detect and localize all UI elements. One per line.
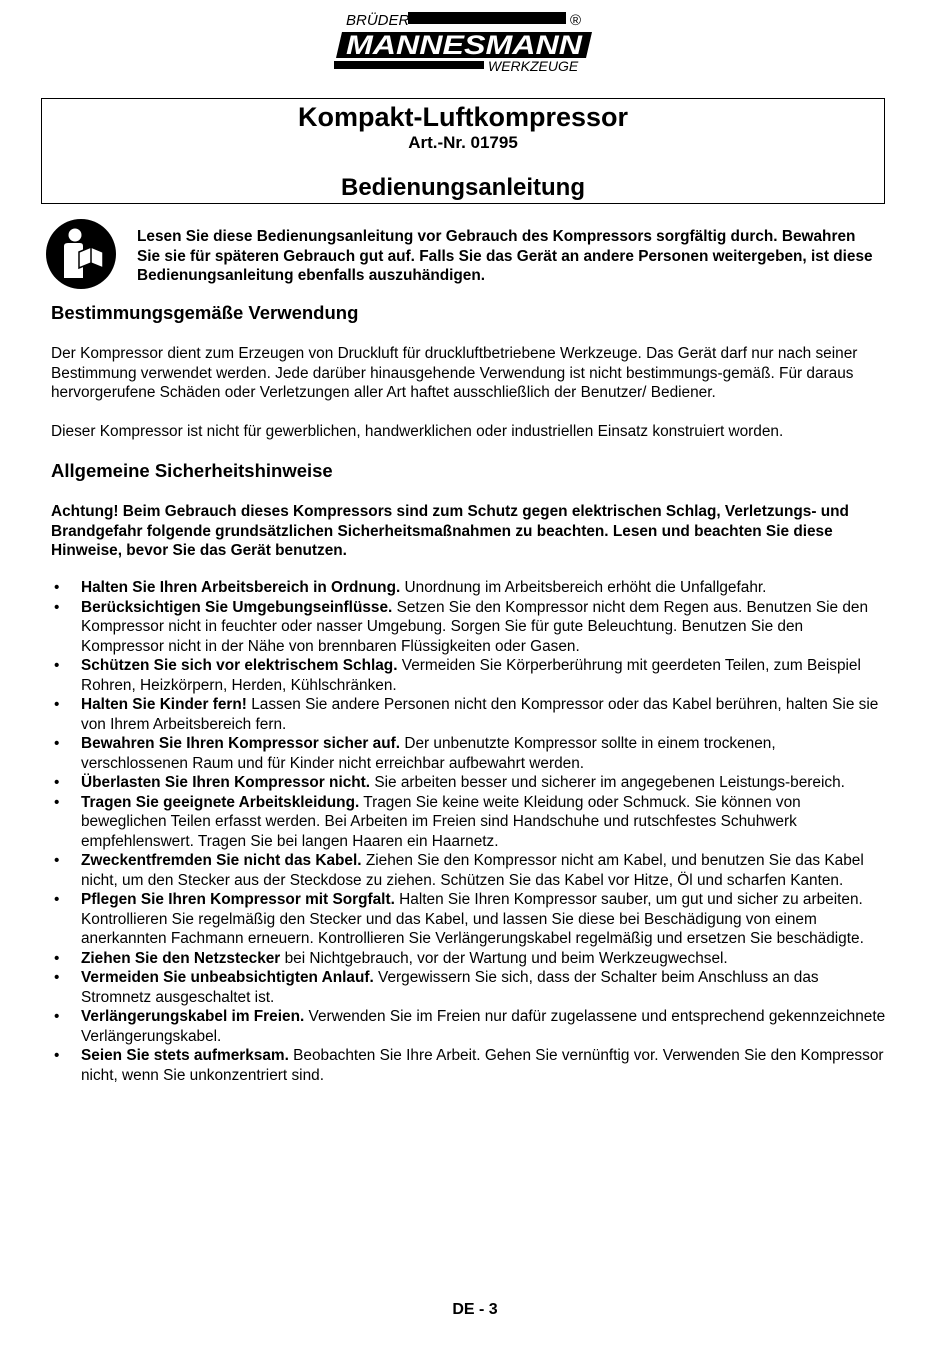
safety-warning: Achtung! Beim Gebrauch dieses Kompressors sind zum Schutz gegen elektrischen Schlag, Verletzungs- und Brandgefahr folgende grundsätzlichen Sicherheitsmaßnahmen zu beachten. Lesen und beachten Sie diese Hinweise, bevor Sie das Gerät benutzen. xyxy=(51,503,849,559)
list-item: • Schützen Sie sich vor elektrischem Schlag. Vermeiden Sie Körperberührung mit geerdeten Teilen, zum Beispiel Rohren, Heizkörpern, Herden, Kühlschränken. xyxy=(54,657,861,694)
title-box xyxy=(41,98,885,204)
safety-list xyxy=(51,578,886,1085)
logo-top-text: BRÜDER xyxy=(346,12,410,29)
list-item: • Verlängerungskabel im Freien. Verwenden Sie im Freien nur dafür zugelassene und entsprechend gekennzeichnete Verlängerungskabel. xyxy=(54,1008,886,1045)
brand-logo xyxy=(330,8,600,74)
list-item: • Tragen Sie geeignete Arbeitskleidung. Tragen Sie keine weite Kleidung oder Schmuck. Sie können von beweglichen Teilen erfasst werden. Bei Arbeiten im Freien sind Handschuhe und rutschfestes Schuhwerk empfehlenswert. Tragen Sie bei langen Haaren ein Haarnetz. xyxy=(54,793,801,850)
list-item: • Halten Sie Kinder fern! Lassen Sie andere Personen nicht den Kompressor oder das Kabel berühren, halten Sie sie von Ihrem Arbeitsbereich fern. xyxy=(54,696,879,733)
list-item: • Ziehen Sie den Netzstecker bei Nichtgebrauch, vor der Wartung und beim Werkzeugwechsel. xyxy=(54,949,728,967)
safety-heading: Allgemeine Sicherheitshinweise xyxy=(51,460,333,481)
list-item: • Bewahren Sie Ihren Kompressor sicher auf. Der unbenutzte Kompressor sollte in einem trockenen, verschlossenen Raum und für Kinder nicht erreichbar aufbewahrt werden. xyxy=(54,735,776,772)
page-number: DE - 3 xyxy=(452,1301,498,1318)
list-item: • Seien Sie stets aufmerksam. Beobachten Sie Ihre Arbeit. Gehen Sie vernünftig vor. Verwenden Sie den Kompressor nicht, wenn Sie unkonzentriert sind. xyxy=(54,1047,884,1084)
list-item: • Vermeiden Sie unbeabsichtigten Anlauf. Vergewissern Sie sich, dass der Schalter beim Anschluss an das Stromnetz ausgeschaltet ist. xyxy=(54,969,819,1006)
list-item: • Berücksichtigen Sie Umgebungseinflüsse. Setzen Sie den Kompressor nicht dem Regen aus. Benutzen Sie den Kompressor nicht in feuchter oder nasser Umgebung. Sorgen Sie für gute Beleuchtung. Benutzen Sie den Kompressor nicht in der Nähe von brennbaren Flüssigkeiten oder Gasen. xyxy=(54,598,869,655)
list-item: • Überlasten Sie Ihren Kompressor nicht. Sie arbeiten besser und sicherer im angegebenen Leistungs-bereich. xyxy=(54,774,845,791)
list-item: • Zweckentfremden Sie nicht das Kabel. Ziehen Sie den Kompressor nicht am Kabel, und benutzen Sie das Kabel nicht, um den Stecker aus der Steckdose zu ziehen. Schützen Sie das Kabel vor Hitze, Öl und scharfen Kanten. xyxy=(54,852,864,889)
list-item: • Halten Sie Ihren Arbeitsbereich in Ordnung. Unordnung im Arbeitsbereich erhöht die Unfallgefahr. xyxy=(54,579,767,596)
logo-main-text: MANNESMANN xyxy=(346,30,583,60)
article-number: Art.-Nr. 01795 xyxy=(408,133,518,152)
product-title: Kompakt-Luftkompressor xyxy=(297,102,629,132)
usage-heading: Bestimmungsgemäße Verwendung xyxy=(51,302,359,323)
read-manual-icon xyxy=(45,218,117,290)
usage-paragraph-1: Der Kompressor dient zum Erzeugen von Druckluft für druckluftbetriebene Werkzeuge. Das Gerät darf nur nach seiner Bestimmung verwendet werden. Jede darüber hinausgehende Verwendung ist nicht bestimmungs-gemäß. Für daraus hervorgerufene Schäden oder Verletzungen aller Art haftet ausschließlich der Benutzer/ Bediener. xyxy=(51,345,858,401)
manual-title: Bedienungsanleitung xyxy=(340,174,585,201)
list-item: • Pflegen Sie Ihren Kompressor mit Sorgfalt. Halten Sie Ihren Kompressor sauber, um gut und sicher zu arbeiten. Kontrollieren Sie regelmäßig den Stecker und das Kabel, und lassen Sie diese bei Beschädigung von einem anerkannten Fachmann erneuern. Kontrollieren Sie Verlängerungskabel regelmäßig und ersetzen Sie beschädigte. xyxy=(54,891,864,947)
logo-bottom-text: WERKZEUGE xyxy=(488,58,579,74)
intro-text: Lesen Sie diese Bedienungsanleitung vor Gebrauch des Kompressors sorgfältig durch. Bewahren Sie sie für späteren Gebrauch gut auf. Falls Sie das Gerät an andere Personen weitergeben, ist diese Bedienungsanleitung ebenfalls auszuhändigen. xyxy=(137,228,873,284)
usage-paragraph-2: Dieser Kompressor ist nicht für gewerblichen, handwerklichen oder industriellen Einsatz konstruiert worden. xyxy=(51,423,784,440)
registered-mark: ® xyxy=(570,12,582,29)
